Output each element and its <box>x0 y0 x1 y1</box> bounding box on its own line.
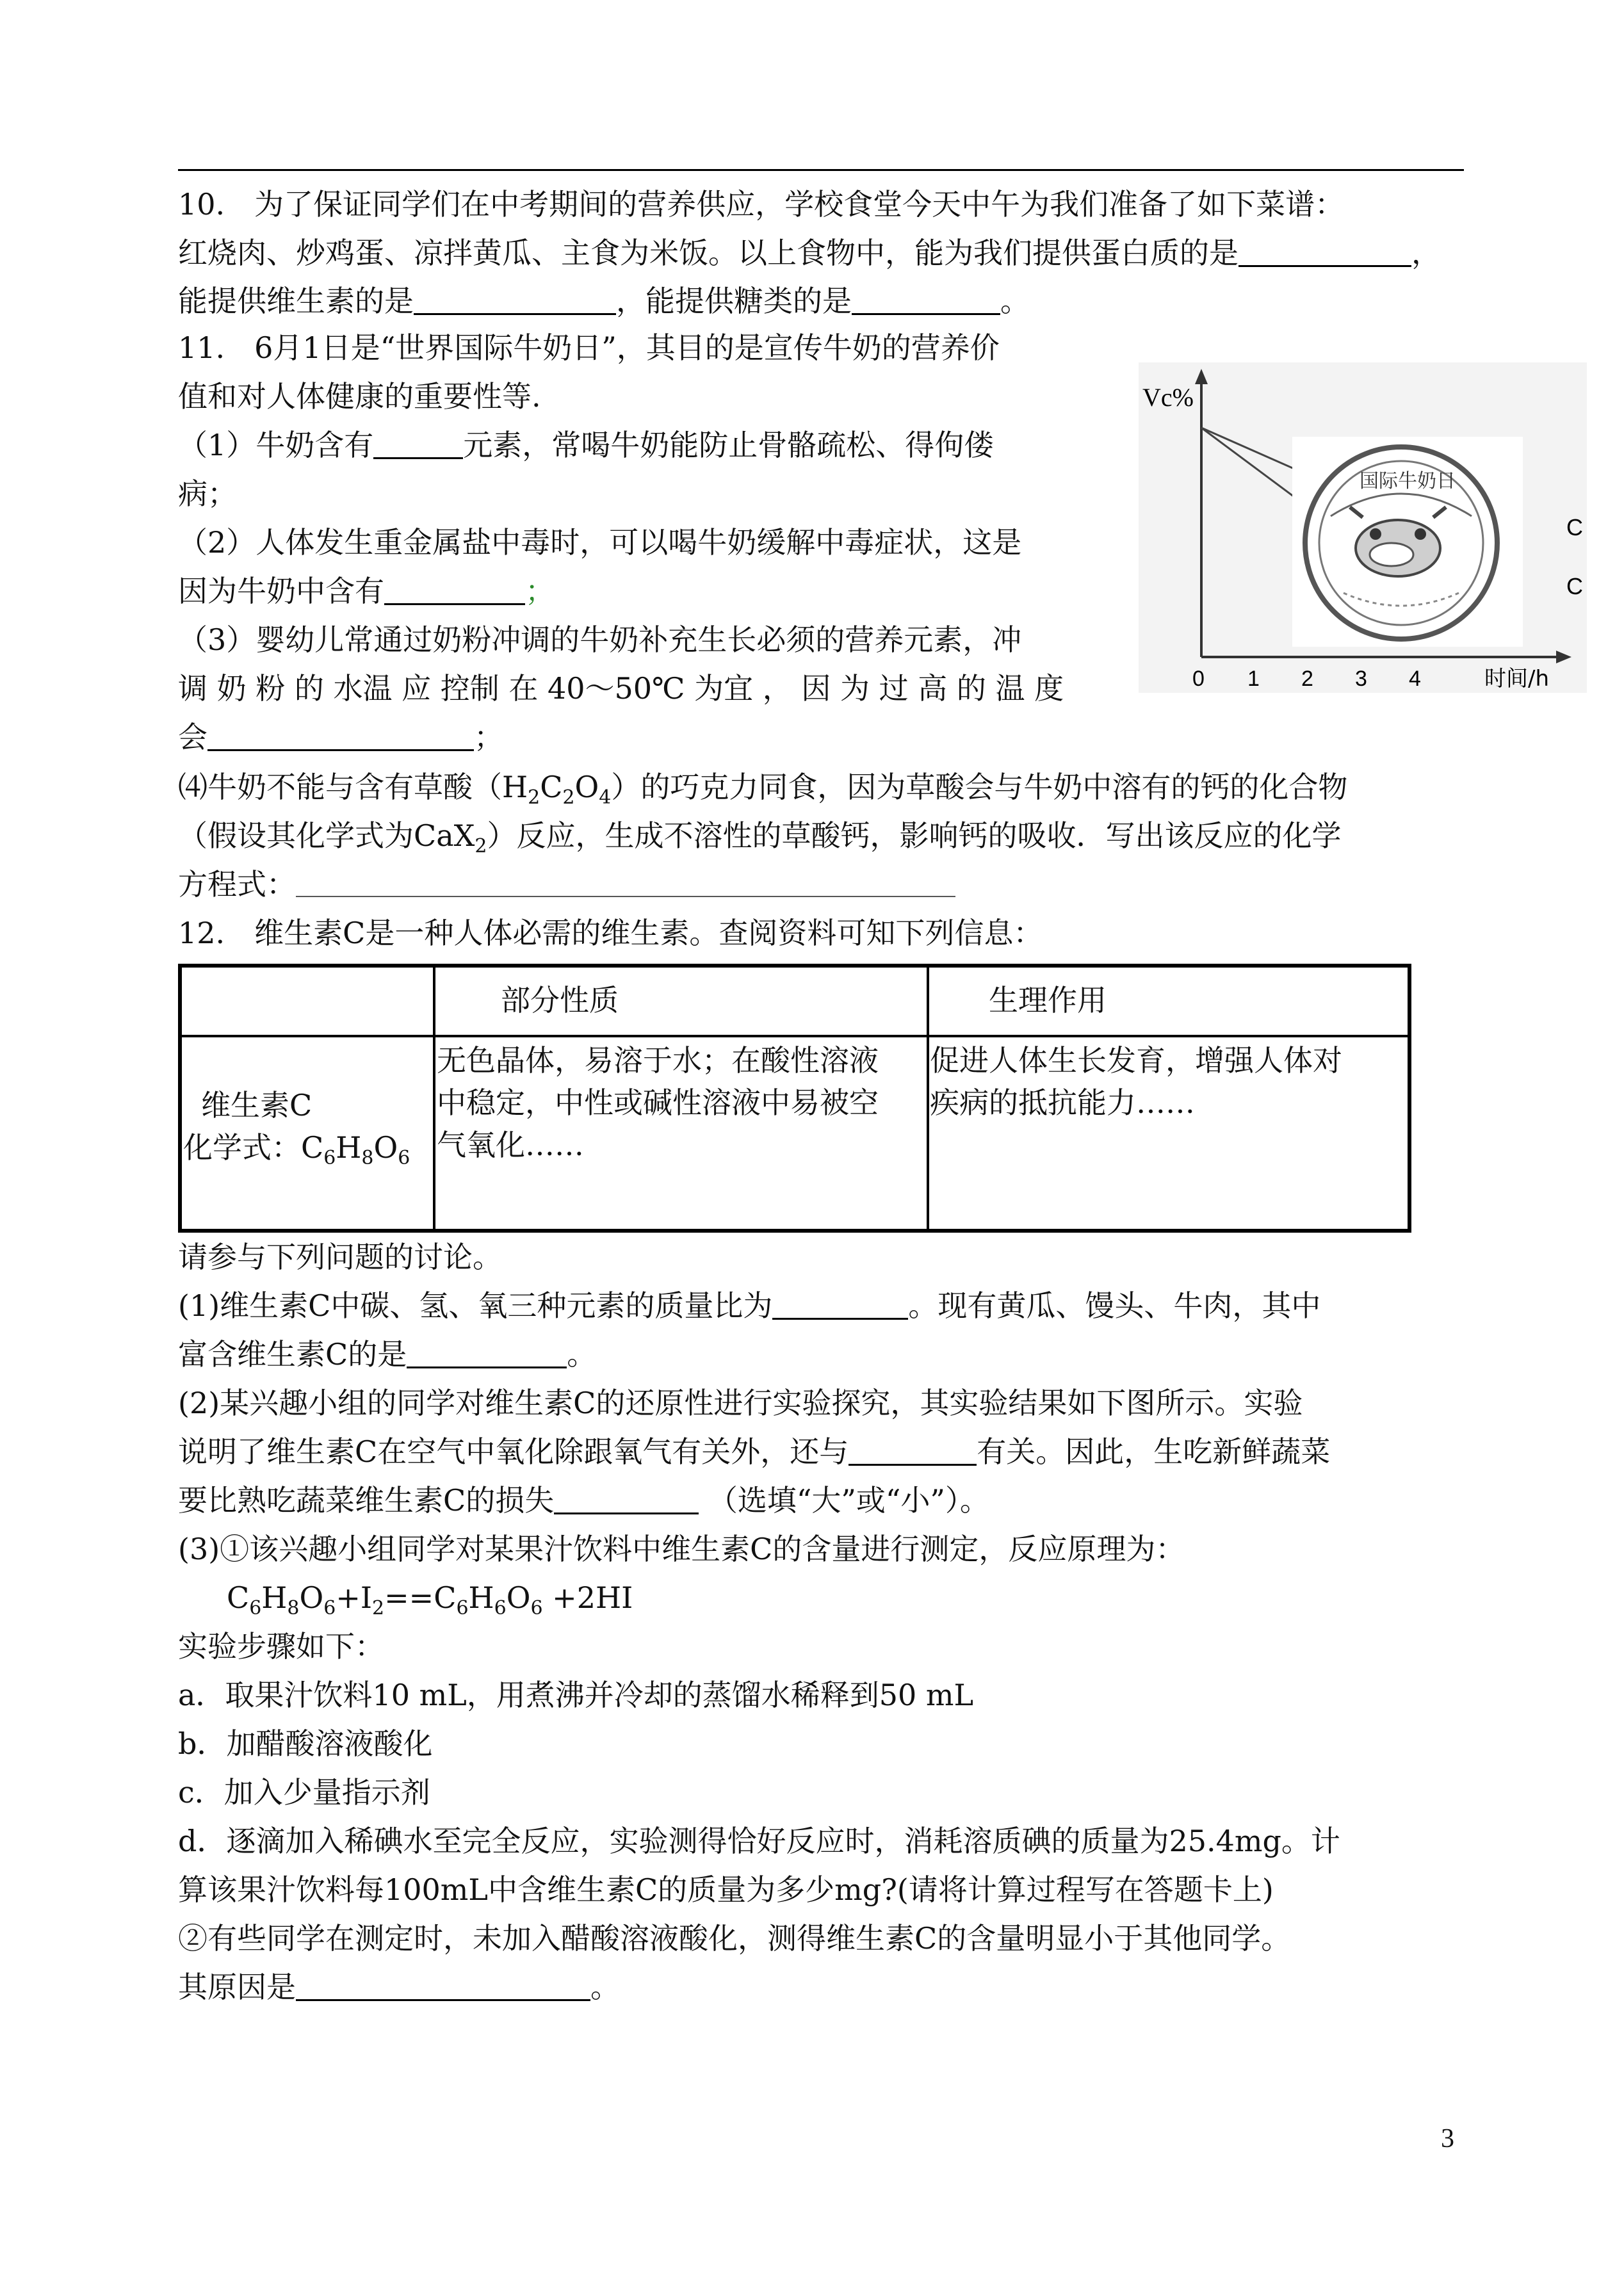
q12-blank-reason[interactable] <box>296 1970 590 2001</box>
q11-p4-sub: 4 <box>599 786 612 809</box>
q12-reaction-equation <box>227 1579 633 1619</box>
q12-s1-text: (1)维生素C中碳、氢、氧三种元素的质量比为 <box>178 1288 773 1323</box>
eq-sub: 6 <box>456 1597 469 1619</box>
q12-step-a: a．取果汁饮料10 mL，用煮沸并冷却的蒸馏水稀释到50 mL <box>178 1678 974 1712</box>
q12-reason-text: 其原因是 <box>178 1970 296 2004</box>
formula-part: O <box>373 1130 398 1165</box>
eq-sub: 6 <box>530 1597 543 1619</box>
eq-part: O <box>506 1580 531 1615</box>
eq-part: O <box>299 1580 324 1615</box>
table-row-name: 维生素C <box>201 1088 313 1123</box>
q11-p2-semicolon: ； <box>525 574 555 608</box>
eq-part: +2HI <box>542 1580 633 1615</box>
q11-part3: （3）婴幼儿常通过奶粉冲调的牛奶补充生长必须的营养元素，冲 <box>178 622 1022 657</box>
q10-sugar-text: ，能提供糖类的是 <box>616 284 852 318</box>
q10-period: 。 <box>1000 284 1030 318</box>
q12-s2: (2)某兴趣小组的同学对维生素C的还原性进行实验探究，其实验结果如下图所示。实验 <box>178 1386 1303 1420</box>
q11-part1 <box>178 426 993 464</box>
q11-part2: （2）人体发生重金属盐中毒时，可以喝牛奶缓解中毒症状，这是 <box>178 525 1022 560</box>
table-header-function: 生理作用 <box>989 983 1107 1018</box>
q10-blank-vitamin[interactable] <box>414 284 616 315</box>
graph-xlabel: 时间/h <box>1484 666 1550 692</box>
q10-line2 <box>178 234 1441 272</box>
q12-s3-part2: ②有些同学在测定时，未加入醋酸溶液酸化，测得维生素C的含量明显小于其他同学。 <box>178 1921 1291 1956</box>
graph-right-label: C <box>1566 514 1583 540</box>
q11-part3-end <box>178 718 503 756</box>
eq-sub: 2 <box>372 1597 385 1619</box>
q11-part4-cont <box>178 817 1342 857</box>
formula-sub: 6 <box>398 1147 410 1169</box>
eq-part: C <box>227 1580 250 1615</box>
stamp-text: 国际牛奶日 <box>1360 470 1456 492</box>
q11-p4b-text2: ）反应，生成不溶性的草酸钙，影响钙的吸收．写出该反应的化学 <box>487 818 1342 853</box>
q12-s1-cont <box>178 1336 596 1373</box>
eq-part: ==C <box>384 1580 457 1615</box>
q12-blank-rich-food[interactable] <box>407 1337 567 1368</box>
q12-steps-title: 实验步骤如下： <box>178 1629 384 1664</box>
page-number: 3 <box>1441 2124 1454 2153</box>
q11-part3-cont: 调 奶 粉 的 水温 应 控制 在 40～50℃ 为宜 ， 因 为 过 高 的 温 度 <box>178 671 1064 706</box>
graph-right-label: C <box>1566 573 1583 599</box>
graph-xtick: 2 <box>1301 667 1313 691</box>
q11-part4 <box>178 768 1348 809</box>
vc-graph <box>1139 362 1587 693</box>
eq-sub: 6 <box>249 1597 262 1619</box>
q12-step-c: c．加入少量指示剂 <box>178 1775 430 1810</box>
q11-p4-text1: ⑷牛奶不能与含有草酸（H <box>178 770 528 804</box>
q11-p4-sub: 2 <box>562 786 575 809</box>
q12-s2d-text: 要比熟吃蔬菜维生素C的损失 <box>178 1483 555 1518</box>
table-function-line: 促进人体生长发育，增强人体对 <box>930 1043 1342 1078</box>
eq-part: H <box>261 1580 288 1615</box>
q10-vitamin-text: 能提供维生素的是 <box>178 284 414 318</box>
q11-p3-semicolon: ； <box>474 720 503 754</box>
q11-blank-temperature[interactable] <box>207 720 474 751</box>
q12-blank-loss[interactable] <box>554 1483 699 1514</box>
table-col-divider <box>927 968 929 1229</box>
q12-s2e-text: （选填“大”或“小”）。 <box>699 1483 989 1518</box>
q11-part2-cont <box>178 572 555 610</box>
q12-s1 <box>178 1287 1320 1324</box>
q12-s2-end <box>178 1482 989 1519</box>
eq-part: H <box>468 1580 494 1615</box>
q10-blank-protein[interactable] <box>1238 236 1411 267</box>
q12-blank-mass-ratio[interactable] <box>772 1288 908 1320</box>
table-row-formula <box>183 1126 410 1169</box>
eq-sub: 6 <box>323 1597 336 1619</box>
graph-x-arrow <box>1556 651 1571 663</box>
graph-xtick: 0 <box>1192 667 1205 691</box>
table-properties-line: 气氧化…… <box>437 1128 584 1162</box>
table-function-line: 疾病的抵抗能力…… <box>930 1085 1195 1120</box>
q11-p1-text: （1）牛奶含有 <box>178 428 374 462</box>
graph-ylabel: Vc% <box>1142 383 1194 412</box>
q12-step-d2: 算该果汁饮料每100mL中含维生素C的质量为多少mg?(请将计算过程写在答题卡上) <box>178 1872 1274 1907</box>
q11-p2-text: 因为牛奶中含有 <box>178 574 384 608</box>
q12-blank-factor[interactable] <box>849 1434 977 1466</box>
q12-step-b: b．加醋酸溶液酸化 <box>178 1726 433 1761</box>
graph-xtick: 4 <box>1409 667 1421 691</box>
q11-p4-text2: C <box>540 770 563 804</box>
q11-p4-text3: O <box>574 770 599 804</box>
q10-text: 红烧肉、炒鸡蛋、凉拌黄瓜、主食为米饭。以上食物中，能为我们提供蛋白质的是 <box>178 236 1238 270</box>
table-properties-line: 无色晶体，易溶于水；在酸性溶液 <box>437 1043 879 1078</box>
q12-s3: (3)①该兴趣小组同学对某果汁饮料中维生素C的含量进行测定，反应原理为： <box>178 1532 1185 1566</box>
q11-p1-rest: 元素，常喝牛奶能防止骨骼疏松、得佝偻 <box>463 428 994 462</box>
table-col-divider <box>433 968 435 1229</box>
q11-p4b-text1: （假设其化学式为CaX <box>178 818 475 853</box>
q10-line3 <box>178 282 1030 320</box>
q10-blank-sugar[interactable] <box>852 284 1000 315</box>
formula-sub: 8 <box>361 1147 374 1169</box>
q12-reason-period: 。 <box>590 1970 620 2004</box>
q11-p3-hui: 会 <box>178 720 207 754</box>
vc-graph-figure <box>1139 362 1587 693</box>
eq-sub: 8 <box>287 1597 300 1619</box>
eq-sub: 6 <box>494 1597 507 1619</box>
q12-s2b-text: 说明了维生素C在空气中氧化除跟氧气有关外，还与 <box>178 1434 849 1469</box>
q12-s3-part2-cont <box>178 1968 620 2006</box>
q11-blank-contains[interactable] <box>384 574 525 605</box>
q12-s1-rest: 。现有黄瓜、馒头、牛肉，其中 <box>908 1288 1321 1323</box>
q11-equation-label: 方程式： <box>178 867 296 902</box>
q11-p4-sub: 2 <box>528 786 540 809</box>
q10-comma: ， <box>1411 236 1441 270</box>
q11-line1: 11. 6月1日是“世界国际牛奶日”，其目的是宣传牛奶的营养价 <box>178 330 1000 365</box>
graph-xtick: 3 <box>1355 667 1367 691</box>
formula-part: H <box>336 1130 362 1165</box>
table-header-properties: 部分性质 <box>501 983 619 1018</box>
q12-s2-cont <box>178 1433 1330 1470</box>
q11-blank-equation[interactable] <box>296 870 955 897</box>
eq-part: +I <box>336 1580 373 1615</box>
q12-s1-period: 。 <box>567 1337 597 1372</box>
q11-blank-element[interactable] <box>373 428 463 459</box>
vitamin-c-table <box>178 964 1411 1233</box>
table-row-divider <box>182 1035 1408 1037</box>
graph-y-arrow <box>1195 369 1208 384</box>
q10-line1: 10. 为了保证同学们在中考期间的营养供应，学校食堂今天中午为我们准备了如下菜谱： <box>178 187 1345 222</box>
q11-p4b-sub: 2 <box>475 835 487 857</box>
q12-step-d1: d．逐滴加入稀碘水至完全反应，实验测得恰好反应时，消耗溶质碘的质量为25.4mg。计 <box>178 1824 1340 1858</box>
q12-s2c-text: 有关。因此，生吃新鲜蔬菜 <box>977 1434 1331 1469</box>
q12-s1c-text: 富含维生素C的是 <box>178 1337 407 1372</box>
q11-line2: 值和对人体健康的重要性等. <box>178 379 541 414</box>
q12-discuss: 请参与下列问题的讨论。 <box>178 1240 502 1274</box>
q11-p4-text4: ）的巧克力同食，因为草酸会与牛奶中溶有的钙的化合物 <box>611 770 1348 804</box>
formula-part: 化学式：C <box>183 1130 324 1165</box>
header-rule <box>178 169 1464 171</box>
table-properties-line: 中稳定，中性或碱性溶液中易被空 <box>437 1085 879 1120</box>
q12-intro: 12. 维生素C是一种人体必需的维生素。查阅资料可知下列信息： <box>178 916 1043 950</box>
formula-sub: 6 <box>323 1147 336 1169</box>
graph-xtick: 1 <box>1247 667 1260 691</box>
q11-part4-end <box>178 866 955 903</box>
q11-part1-cont: 病； <box>178 476 237 511</box>
